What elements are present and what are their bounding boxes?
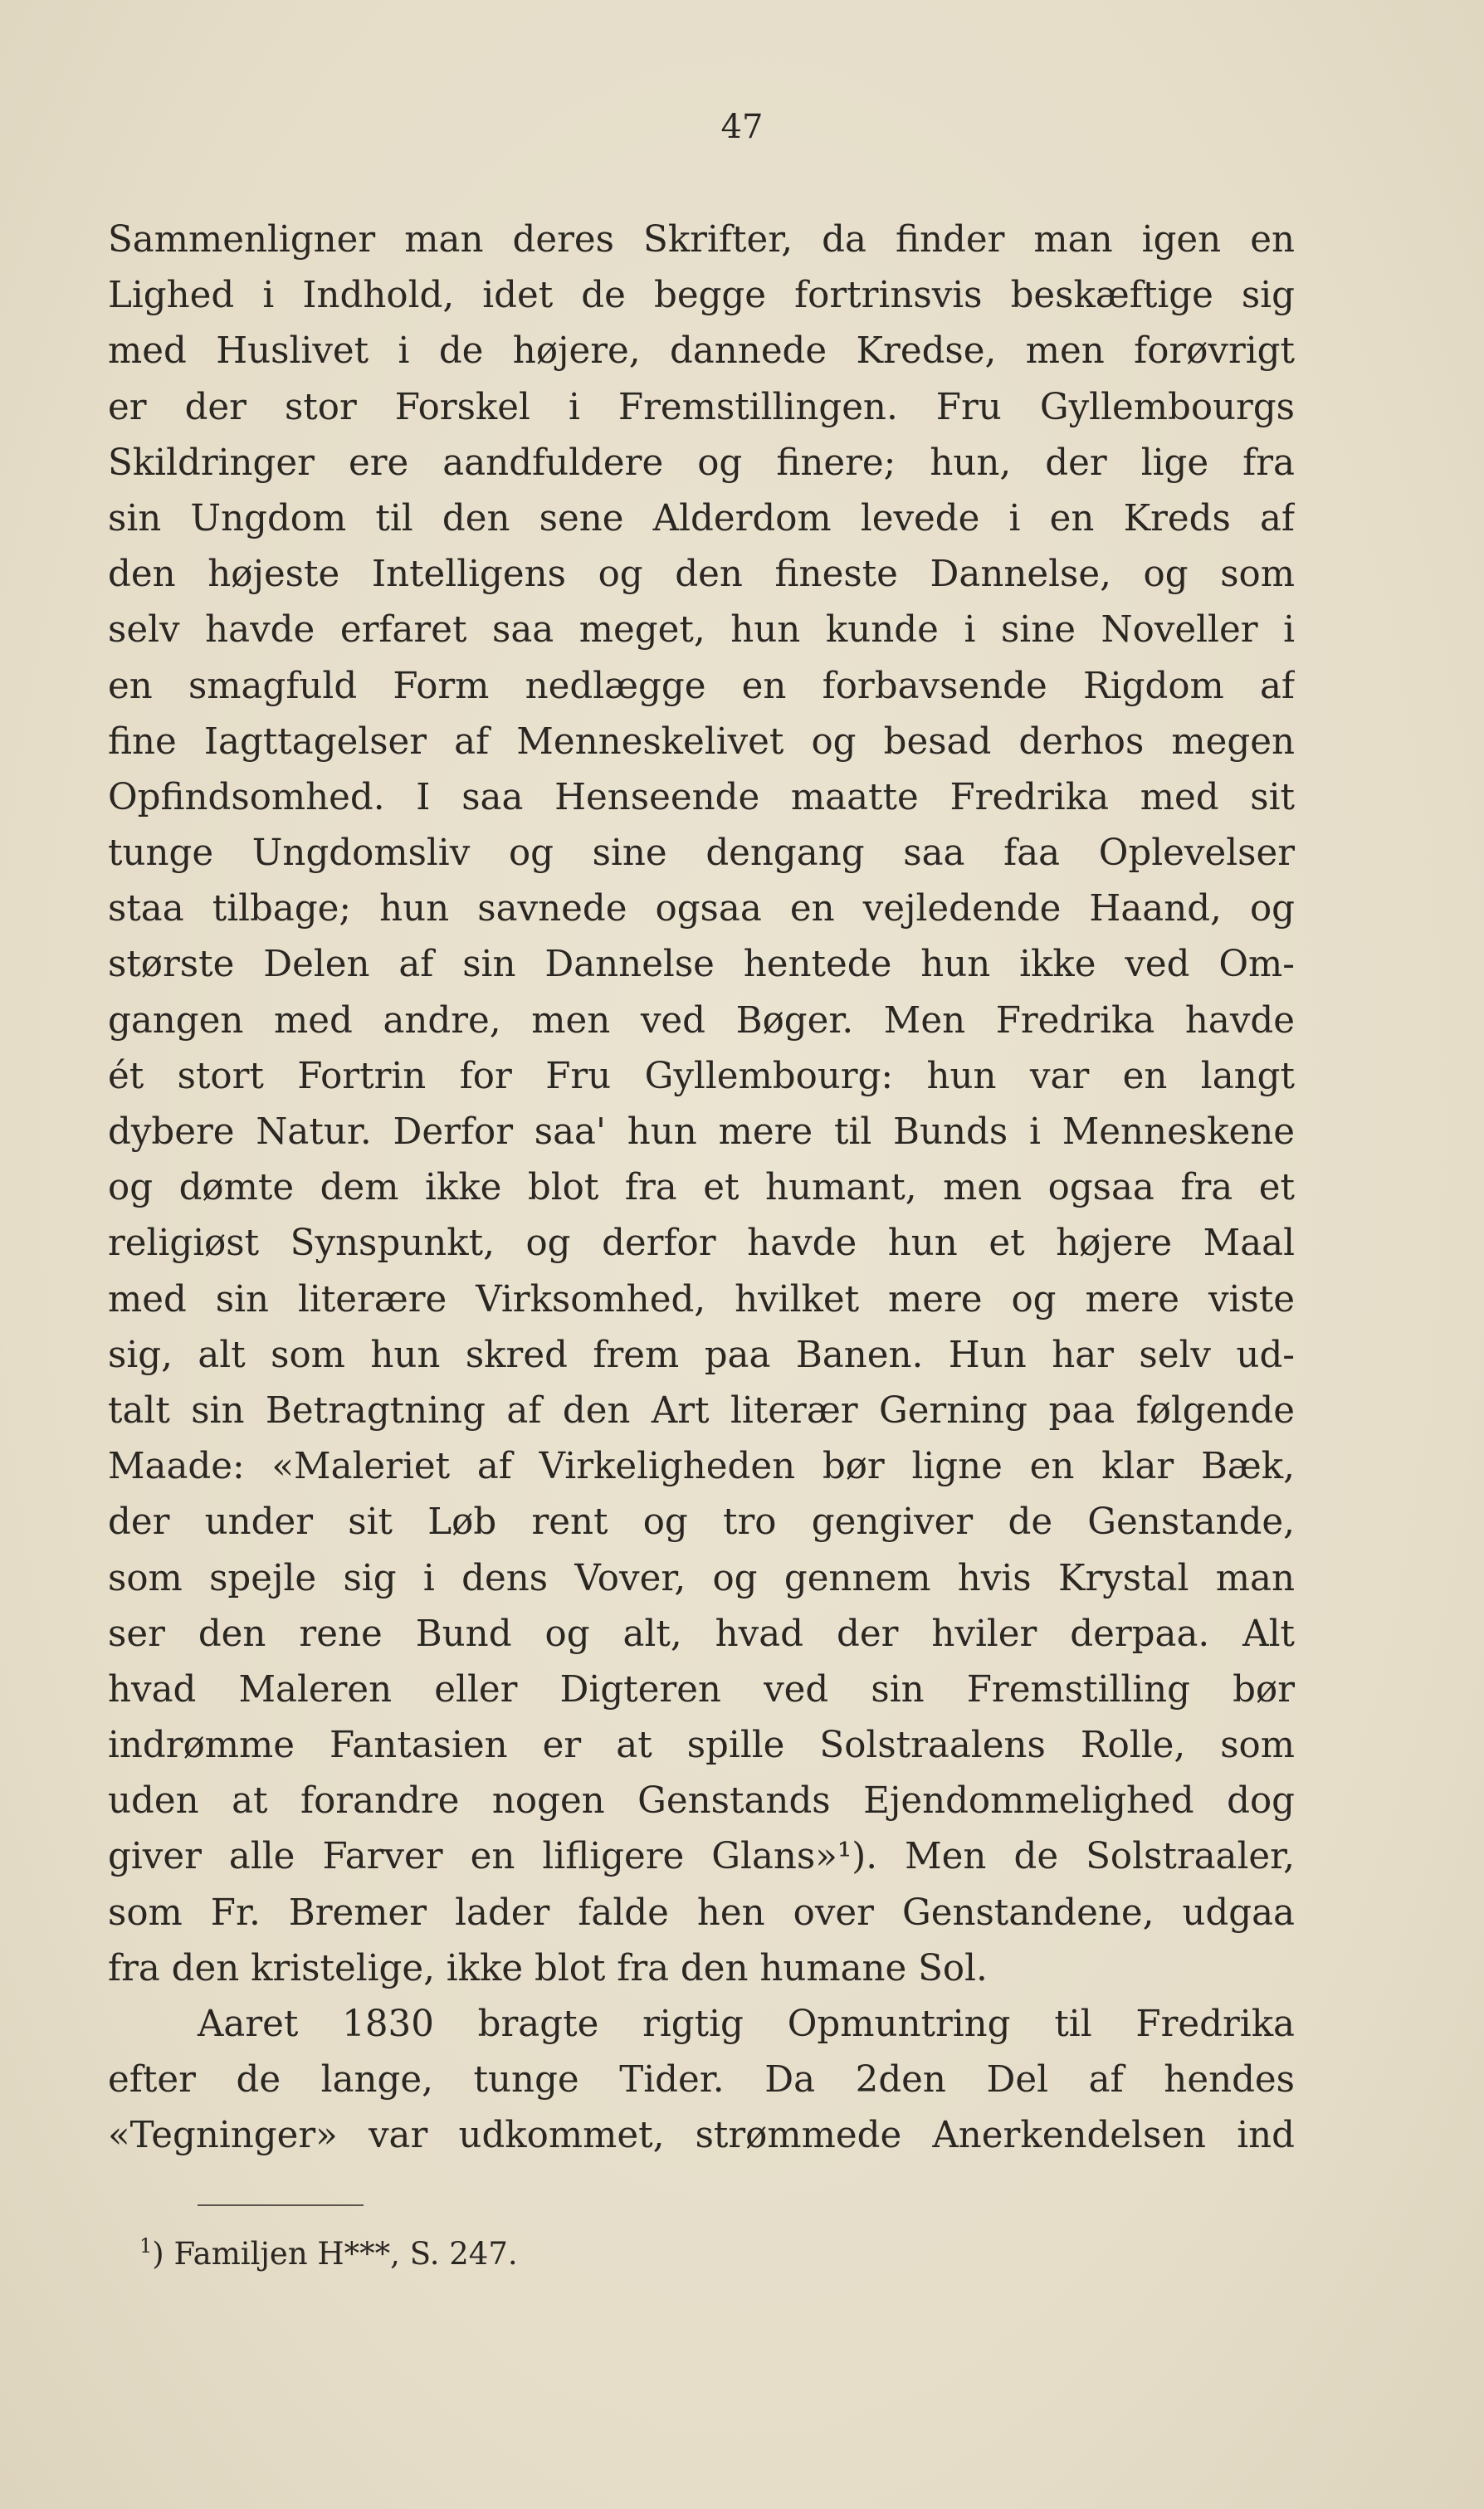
text-line: religiøst Synspunkt, og derfor havde hun et højere Maal [108,1223,1295,1265]
text-line: gangen med andre, men ved Bøger. Men Fredrika havde [108,999,1295,1042]
text-line: dybere Natur. Derfor saa' hun mere til Bunds i Menneskene [108,1111,1295,1153]
text-line: Maade: «Maleriet af Virkeligheden bør ligne en klar Bæk, [108,1446,1295,1488]
footnote [139,2233,518,2276]
text-line: er der stor Forskel i Fremstillingen. Fru Gyllembourgs [108,386,1295,428]
text-line: giver alle Farver en lifligere Glans»¹). Men de Solstraaler, [108,1836,1295,1878]
text-line: uden at forandre nogen Genstands Ejendommelighed dog [108,1780,1295,1823]
text-line: som spejle sig i dens Vover, og gennem hvis Krystal man [108,1557,1295,1599]
text-line: og dømte dem ikke blot fra et humant, men ogsaa fra et [108,1167,1295,1209]
footnote-text: ) Familjen H***, S. 247. [152,2236,518,2272]
body-text [108,212,1295,2165]
text-line: Aaret 1830 bragte rigtig Opmuntring til Fredrika [198,2004,1295,2045]
text-line: indrømme Fantasien er at spille Solstraalens Rolle, som [108,1725,1295,1767]
text-line: tunge Ungdomsliv og sine dengang saa faa Oplevelser [108,832,1295,875]
text-line: Lighed i Indhold, idet de begge fortrinsvis beskæftige sig [108,275,1295,317]
text-line: sin Ungdom til den sene Alderdom levede i en Kreds af [108,497,1295,539]
text-line: hvad Maleren eller Digteren ved sin Fremstilling bør [108,1668,1295,1711]
text-line: Sammenligner man deres Skrifter, da finder man igen en [108,219,1295,261]
text-line: fra den kristelige, ikke blot fra den humane Sol. [108,1947,988,1989]
text-line: Opfindsomhed. I saa Henseende maatte Fredrika med sit [108,776,1295,818]
footnote-divider [198,2204,364,2206]
text-line: med Huslivet i de højere, dannede Kredse, men forøvrigt [108,330,1295,373]
text-line: den højeste Intelligens og den fineste Dannelse, og som [108,554,1295,596]
text-line: «Tegninger» var udkommet, strømmede Anerkendelsen ind [108,2115,1295,2157]
text-line: som Fr. Bremer lader falde hen over Genstandene, udgaa [108,1892,1295,1934]
text-line: fine Iagttagelser af Menneskelivet og besad derhos megen [108,720,1295,763]
text-line: ét stort Fortrin for Fru Gyllembourg: hun var en langt [108,1055,1295,1097]
text-line: Skildringer ere aandfuldere og finere; hun, der lige fra [108,442,1295,484]
text-line: ser den rene Bund og alt, hvad der hviler derpaa. Alt [108,1613,1295,1655]
text-line: største Delen af sin Dannelse hentede hun ikke ved Om- [108,944,1295,986]
text-line: der under sit Løb rent og tro gengiver de Genstande, [108,1501,1295,1544]
text-line: en smagfuld Form nedlægge en forbavsende Rigdom af [108,665,1295,707]
footnote-marker: 1 [139,2234,153,2258]
text-line: sig, alt som hun skred frem paa Banen. Hun har selv ud- [108,1334,1295,1376]
text-line: med sin literære Virksomhed, hvilket mere og mere viste [108,1278,1295,1320]
text-line: efter de lange, tunge Tider. Da 2den Del af hendes [108,2059,1295,2101]
text-line: selv havde erfaret saa meget, hun kunde i sine Noveller i [108,609,1295,652]
page-number: 47 [720,108,764,146]
text-line: talt sin Betragtning af den Art literær Gerning paa følgende [108,1389,1295,1432]
text-line: staa tilbage; hun savnede ogsaa en vejledende Haand, og [108,888,1295,930]
